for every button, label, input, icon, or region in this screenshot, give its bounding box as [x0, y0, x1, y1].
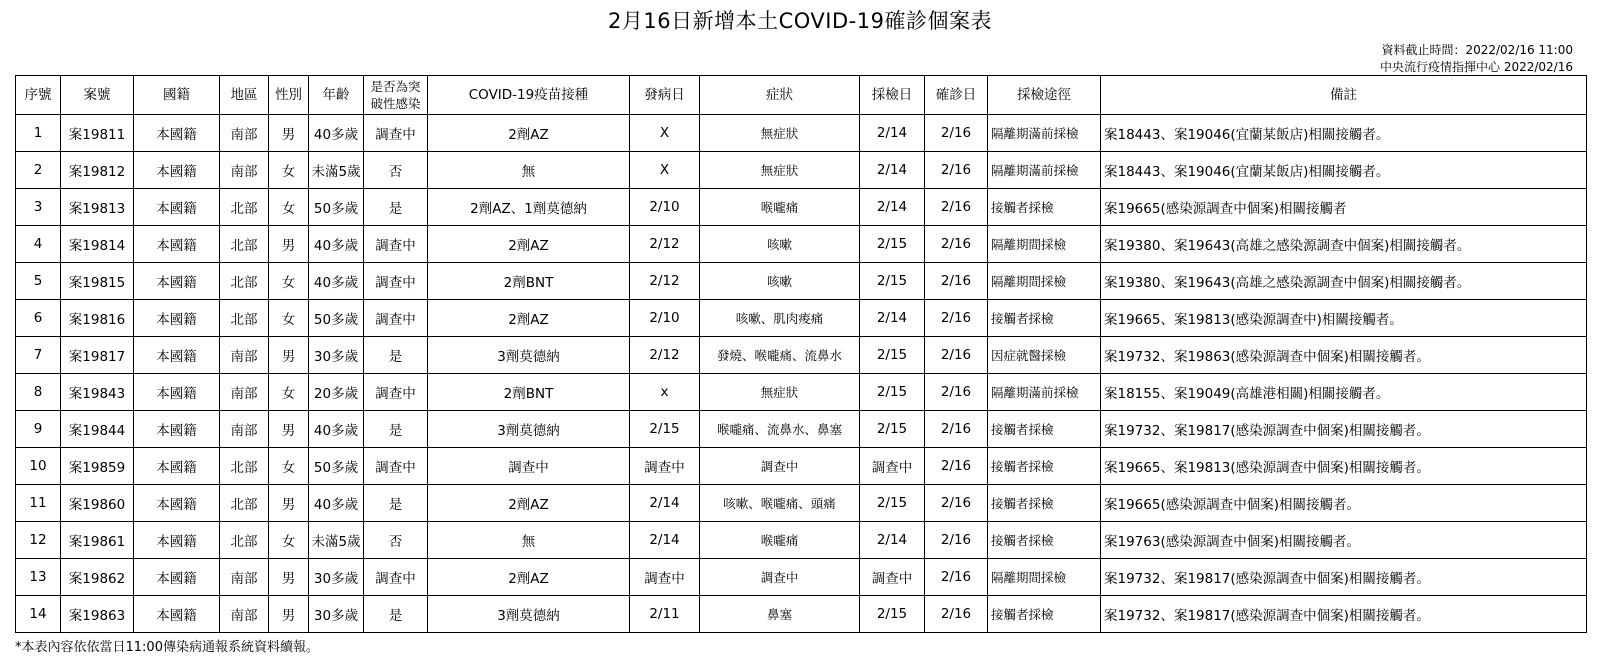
cell-sex: 男	[269, 115, 309, 152]
cell-symptoms: 發燒、喉嚨痛、流鼻水	[700, 337, 860, 374]
cell-age: 50多歲	[309, 448, 364, 485]
cell-symptoms: 咳嗽、喉嚨痛、頭痛	[700, 485, 860, 522]
page-title: 2月16日新增本土COVID-19確診個案表	[608, 9, 992, 33]
cell-region: 南部	[220, 374, 269, 411]
cell-sex: 女	[269, 448, 309, 485]
cell-breakthrough: 是	[364, 337, 428, 374]
cell-test-date: 2/15	[860, 411, 925, 448]
cell-nationality: 本國籍	[134, 485, 220, 522]
cell-age: 30多歲	[309, 337, 364, 374]
cell-nationality: 本國籍	[134, 115, 220, 152]
cell-case-no: 案19861	[61, 522, 134, 559]
cell-case-no: 案19813	[61, 189, 134, 226]
cell-breakthrough: 是	[364, 485, 428, 522]
cell-serial: 14	[16, 596, 61, 633]
cell-vaccination: 無	[428, 152, 630, 189]
cell-nationality: 本國籍	[134, 226, 220, 263]
cell-serial: 7	[16, 337, 61, 374]
cell-sex: 女	[269, 374, 309, 411]
cell-age: 40多歲	[309, 115, 364, 152]
cell-vaccination: 2劑BNT	[428, 374, 630, 411]
cell-symptoms: 調查中	[700, 559, 860, 596]
header-test-route: 採檢途徑	[988, 76, 1101, 115]
table-row	[16, 559, 1587, 596]
cell-age: 20多歲	[309, 374, 364, 411]
cell-symptoms: 無症狀	[700, 115, 860, 152]
footnote: *本表內容依依當日11:00傳染病通報系統資料續報。	[15, 640, 319, 655]
cell-onset-date: 2/10	[630, 189, 700, 226]
cell-nationality: 本國籍	[134, 189, 220, 226]
cell-remarks: 案19380、案19643(高雄之感染源調查中個案)相關接觸者。	[1101, 263, 1587, 300]
cell-onset-date: 調查中	[630, 559, 700, 596]
cell-sex: 女	[269, 300, 309, 337]
cell-confirm-date: 2/16	[925, 522, 988, 559]
data-source: 中央流行疫情指揮中心 2022/02/16	[1380, 60, 1573, 74]
cell-confirm-date: 2/16	[925, 559, 988, 596]
cell-symptoms: 無症狀	[700, 374, 860, 411]
table-row	[16, 337, 1587, 374]
cell-serial: 8	[16, 374, 61, 411]
cell-test-route: 因症就醫採檢	[988, 337, 1101, 374]
cell-serial: 10	[16, 448, 61, 485]
cell-symptoms: 無症狀	[700, 152, 860, 189]
cell-vaccination: 2劑AZ	[428, 485, 630, 522]
cell-breakthrough: 調查中	[364, 115, 428, 152]
cell-vaccination: 2劑AZ	[428, 559, 630, 596]
cell-test-route: 隔離期滿前採檢	[988, 115, 1101, 152]
header-onset-date: 發病日	[630, 76, 700, 115]
cell-age: 40多歲	[309, 411, 364, 448]
cell-breakthrough: 調查中	[364, 263, 428, 300]
header-test-date: 採檢日	[860, 76, 925, 115]
cell-nationality: 本國籍	[134, 337, 220, 374]
cell-serial: 4	[16, 226, 61, 263]
cell-onset-date: 2/11	[630, 596, 700, 633]
header-breakthrough: 是否為突破性感染	[364, 76, 428, 115]
cell-test-date: 2/14	[860, 189, 925, 226]
cell-age: 30多歲	[309, 596, 364, 633]
cell-nationality: 本國籍	[134, 411, 220, 448]
cell-confirm-date: 2/16	[925, 337, 988, 374]
cell-serial: 12	[16, 522, 61, 559]
cell-test-date: 調查中	[860, 448, 925, 485]
cell-confirm-date: 2/16	[925, 226, 988, 263]
cell-region: 北部	[220, 522, 269, 559]
cell-remarks: 案19380、案19643(高雄之感染源調查中個案)相關接觸者。	[1101, 226, 1587, 263]
cell-breakthrough: 是	[364, 189, 428, 226]
cell-serial: 9	[16, 411, 61, 448]
cell-remarks: 案19732、案19863(感染源調查中個案)相關接觸者。	[1101, 337, 1587, 374]
table-row	[16, 448, 1587, 485]
cell-confirm-date: 2/16	[925, 152, 988, 189]
table-row	[16, 522, 1587, 559]
cell-vaccination: 2劑AZ、1劑莫德納	[428, 189, 630, 226]
cell-symptoms: 鼻塞	[700, 596, 860, 633]
cell-test-date: 2/14	[860, 300, 925, 337]
cell-vaccination: 3劑莫德納	[428, 337, 630, 374]
cell-sex: 女	[269, 152, 309, 189]
cell-case-no: 案19860	[61, 485, 134, 522]
cell-nationality: 本國籍	[134, 152, 220, 189]
cell-case-no: 案19859	[61, 448, 134, 485]
cell-remarks: 案19665(感染源調查中個案)相關接觸者。	[1101, 485, 1587, 522]
cell-test-route: 接觸者採檢	[988, 522, 1101, 559]
cell-serial: 2	[16, 152, 61, 189]
cell-confirm-date: 2/16	[925, 448, 988, 485]
cell-test-date: 2/14	[860, 152, 925, 189]
table-header-row	[16, 76, 1587, 115]
cell-sex: 男	[269, 596, 309, 633]
header-age: 年齡	[309, 76, 364, 115]
header-vaccination: COVID-19疫苗接種	[428, 76, 630, 115]
table-row	[16, 300, 1587, 337]
cell-test-route: 隔離期間採檢	[988, 559, 1101, 596]
cell-symptoms: 喉嚨痛、流鼻水、鼻塞	[700, 411, 860, 448]
cell-age: 40多歲	[309, 485, 364, 522]
header-symptoms: 症狀	[700, 76, 860, 115]
cell-test-date: 2/15	[860, 226, 925, 263]
cell-breakthrough: 是	[364, 596, 428, 633]
cell-test-route: 接觸者採檢	[988, 596, 1101, 633]
cell-remarks: 案19732、案19817(感染源調查中個案)相關接觸者。	[1101, 559, 1587, 596]
cell-symptoms: 喉嚨痛	[700, 189, 860, 226]
cell-test-date: 2/15	[860, 374, 925, 411]
cell-age: 40多歲	[309, 226, 364, 263]
cell-vaccination: 2劑AZ	[428, 300, 630, 337]
table-row	[16, 263, 1587, 300]
cell-remarks: 案19665、案19813(感染源調查中)相關接觸者。	[1101, 300, 1587, 337]
cell-confirm-date: 2/16	[925, 485, 988, 522]
cell-case-no: 案19843	[61, 374, 134, 411]
cell-region: 南部	[220, 152, 269, 189]
cell-test-route: 接觸者採檢	[988, 411, 1101, 448]
cell-onset-date: 調查中	[630, 448, 700, 485]
table-row	[16, 596, 1587, 633]
cell-age: 未滿5歲	[309, 522, 364, 559]
cell-onset-date: X	[630, 152, 700, 189]
cell-test-date: 2/14	[860, 522, 925, 559]
cell-sex: 男	[269, 559, 309, 596]
cell-test-date: 2/15	[860, 263, 925, 300]
cell-onset-date: 2/10	[630, 300, 700, 337]
cell-serial: 11	[16, 485, 61, 522]
cell-onset-date: x	[630, 374, 700, 411]
cell-case-no: 案19817	[61, 337, 134, 374]
cell-onset-date: 2/14	[630, 522, 700, 559]
cell-nationality: 本國籍	[134, 374, 220, 411]
cell-region: 北部	[220, 189, 269, 226]
table-row	[16, 226, 1587, 263]
cell-serial: 1	[16, 115, 61, 152]
cell-sex: 女	[269, 522, 309, 559]
cell-remarks: 案19732、案19817(感染源調查中個案)相關接觸者。	[1101, 596, 1587, 633]
cell-sex: 男	[269, 337, 309, 374]
cell-breakthrough: 調查中	[364, 448, 428, 485]
cell-remarks: 案18155、案19049(高雄港相關)相關接觸者。	[1101, 374, 1587, 411]
table-row	[16, 485, 1587, 522]
cell-test-route: 接觸者採檢	[988, 189, 1101, 226]
cell-remarks: 案19665、案19813(感染源調查中個案)相關接觸者。	[1101, 448, 1587, 485]
cell-age: 30多歲	[309, 559, 364, 596]
cell-confirm-date: 2/16	[925, 411, 988, 448]
cell-test-route: 隔離期間採檢	[988, 226, 1101, 263]
cell-sex: 女	[269, 189, 309, 226]
cell-test-route: 隔離期滿前採檢	[988, 152, 1101, 189]
cell-remarks: 案19763(感染源調查中個案)相關接觸者。	[1101, 522, 1587, 559]
cell-onset-date: 2/12	[630, 337, 700, 374]
table-row	[16, 189, 1587, 226]
cell-breakthrough: 否	[364, 522, 428, 559]
table-row	[16, 152, 1587, 189]
cell-nationality: 本國籍	[134, 448, 220, 485]
cell-test-route: 接觸者採檢	[988, 485, 1101, 522]
cell-confirm-date: 2/16	[925, 596, 988, 633]
cell-test-date: 2/15	[860, 596, 925, 633]
cell-region: 北部	[220, 226, 269, 263]
data-cutoff-time: 資料截止時間：2022/02/16 11:00	[1381, 43, 1573, 57]
cell-onset-date: 2/15	[630, 411, 700, 448]
cell-test-route: 接觸者採檢	[988, 448, 1101, 485]
header-nationality: 國籍	[134, 76, 220, 115]
cell-case-no: 案19816	[61, 300, 134, 337]
cell-onset-date: 2/12	[630, 263, 700, 300]
cell-region: 南部	[220, 411, 269, 448]
header-remarks: 備註	[1101, 76, 1587, 115]
cell-test-route: 隔離期間採檢	[988, 263, 1101, 300]
cell-remarks: 案18443、案19046(宜蘭某飯店)相關接觸者。	[1101, 115, 1587, 152]
cell-breakthrough: 調查中	[364, 374, 428, 411]
cell-confirm-date: 2/16	[925, 115, 988, 152]
case-table	[15, 75, 1587, 633]
cell-breakthrough: 是	[364, 411, 428, 448]
cell-symptoms: 調查中	[700, 448, 860, 485]
cell-test-date: 調查中	[860, 559, 925, 596]
cell-age: 50多歲	[309, 300, 364, 337]
cell-symptoms: 咳嗽、肌肉痠痛	[700, 300, 860, 337]
table-row	[16, 411, 1587, 448]
cell-test-date: 2/15	[860, 485, 925, 522]
cell-region: 北部	[220, 263, 269, 300]
cell-confirm-date: 2/16	[925, 263, 988, 300]
cell-breakthrough: 調查中	[364, 559, 428, 596]
cell-vaccination: 3劑莫德納	[428, 411, 630, 448]
cell-nationality: 本國籍	[134, 263, 220, 300]
cell-sex: 男	[269, 226, 309, 263]
cell-region: 南部	[220, 115, 269, 152]
cell-test-date: 2/14	[860, 115, 925, 152]
cell-case-no: 案19811	[61, 115, 134, 152]
cell-region: 北部	[220, 485, 269, 522]
cell-breakthrough: 調查中	[364, 226, 428, 263]
cell-case-no: 案19814	[61, 226, 134, 263]
cell-vaccination: 2劑AZ	[428, 115, 630, 152]
cell-remarks: 案19665(感染源調查中個案)相關接觸者	[1101, 189, 1587, 226]
cell-onset-date: X	[630, 115, 700, 152]
cell-age: 50多歲	[309, 189, 364, 226]
cell-region: 南部	[220, 337, 269, 374]
cell-case-no: 案19862	[61, 559, 134, 596]
cell-vaccination: 2劑AZ	[428, 226, 630, 263]
cell-remarks: 案18443、案19046(宜蘭某飯店)相關接觸者。	[1101, 152, 1587, 189]
cell-confirm-date: 2/16	[925, 189, 988, 226]
cell-case-no: 案19863	[61, 596, 134, 633]
cell-region: 北部	[220, 448, 269, 485]
table-row	[16, 374, 1587, 411]
cell-region: 北部	[220, 300, 269, 337]
cell-serial: 5	[16, 263, 61, 300]
header-region: 地區	[220, 76, 269, 115]
cell-onset-date: 2/14	[630, 485, 700, 522]
cell-case-no: 案19812	[61, 152, 134, 189]
cell-remarks: 案19732、案19817(感染源調查中個案)相關接觸者。	[1101, 411, 1587, 448]
header-serial: 序號	[16, 76, 61, 115]
cell-vaccination: 調查中	[428, 448, 630, 485]
cell-test-route: 接觸者採檢	[988, 300, 1101, 337]
cell-region: 南部	[220, 596, 269, 633]
cell-case-no: 案19815	[61, 263, 134, 300]
cell-confirm-date: 2/16	[925, 300, 988, 337]
cell-serial: 6	[16, 300, 61, 337]
cell-nationality: 本國籍	[134, 596, 220, 633]
header-confirm-date: 確診日	[925, 76, 988, 115]
cell-case-no: 案19844	[61, 411, 134, 448]
cell-symptoms: 咳嗽	[700, 226, 860, 263]
cell-symptoms: 咳嗽	[700, 263, 860, 300]
cell-sex: 男	[269, 411, 309, 448]
cell-vaccination: 無	[428, 522, 630, 559]
cell-symptoms: 喉嚨痛	[700, 522, 860, 559]
cell-serial: 13	[16, 559, 61, 596]
cell-nationality: 本國籍	[134, 300, 220, 337]
cell-sex: 男	[269, 485, 309, 522]
cell-confirm-date: 2/16	[925, 374, 988, 411]
cell-serial: 3	[16, 189, 61, 226]
cell-test-date: 2/15	[860, 337, 925, 374]
cell-vaccination: 3劑莫德納	[428, 596, 630, 633]
cell-sex: 女	[269, 263, 309, 300]
cell-nationality: 本國籍	[134, 559, 220, 596]
header-sex: 性別	[269, 76, 309, 115]
cell-nationality: 本國籍	[134, 522, 220, 559]
cell-age: 未滿5歲	[309, 152, 364, 189]
cell-breakthrough: 否	[364, 152, 428, 189]
cell-region: 南部	[220, 559, 269, 596]
cell-onset-date: 2/12	[630, 226, 700, 263]
cell-age: 40多歲	[309, 263, 364, 300]
table-row	[16, 115, 1587, 152]
header-case-no: 案號	[61, 76, 134, 115]
cell-test-route: 隔離期滿前採檢	[988, 374, 1101, 411]
cell-vaccination: 2劑BNT	[428, 263, 630, 300]
cell-breakthrough: 調查中	[364, 300, 428, 337]
